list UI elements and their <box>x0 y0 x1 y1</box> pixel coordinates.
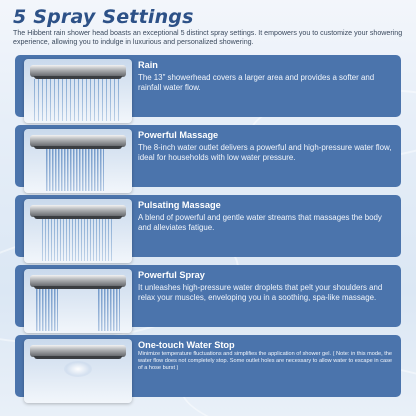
setting-card-rain <box>15 55 401 117</box>
shower-head-icon <box>30 205 126 217</box>
setting-card-pulsating-massage <box>15 195 401 257</box>
massage-spray-icon <box>46 149 104 191</box>
setting-card-powerful-spray <box>15 265 401 327</box>
setting-description: It unleashes high-pressure water droplets that pelt your shoulders and relax your muscles, enveloping you in a soothing, spa-like massage. <box>138 283 383 303</box>
setting-description: A blend of powerful and gentle water streams that massages the body and alleviates fatigue. <box>138 213 382 233</box>
shower-head-rain-image <box>24 59 132 123</box>
setting-card-powerful-massage <box>15 125 401 187</box>
page-title: 5 Spray Settings <box>13 6 194 28</box>
intro-text: The Hibbent rain shower head boasts an exceptional 5 distinct spray settings. It empowers you to customize your showering experience, allowing you to indulge in luxurious and personalized showering. <box>13 29 403 47</box>
shower-head-stop-image <box>24 339 132 403</box>
setting-description: The 8-inch water outlet delivers a powerful and high-pressure water flow, ideal for households with low water pressure. <box>138 143 392 163</box>
setting-name: One-touch Water Stop <box>138 340 235 350</box>
shower-head-icon <box>30 275 126 287</box>
shower-head-icon <box>30 135 126 147</box>
setting-name: Pulsating Massage <box>138 200 221 210</box>
pulsating-spray-icon <box>42 219 112 261</box>
shower-head-pulsating-image <box>24 199 132 263</box>
side-spray-icon <box>98 289 120 331</box>
setting-description: The 13" showerhead covers a larger area and provides a softer and rainfall water flow. <box>138 73 375 93</box>
shower-head-spray-image <box>24 269 132 333</box>
side-spray-icon <box>36 289 58 331</box>
shower-head-icon <box>30 65 126 77</box>
water-drop-icon <box>64 361 92 377</box>
setting-name: Rain <box>138 60 158 70</box>
shower-head-massage-image <box>24 129 132 193</box>
setting-name: Powerful Massage <box>138 130 219 140</box>
shower-head-icon <box>30 345 126 357</box>
setting-card-water-stop <box>15 335 401 397</box>
setting-name: Powerful Spray <box>138 270 205 280</box>
rain-spray-icon <box>34 79 122 121</box>
setting-description: Minimize temperature fluctuations and simplifies the application of shower gel. ( Note: in this mode, the water flow does not completely stop. Some outlet holes are necessary to allow water to escape in case of a hose burst ) <box>138 351 393 372</box>
